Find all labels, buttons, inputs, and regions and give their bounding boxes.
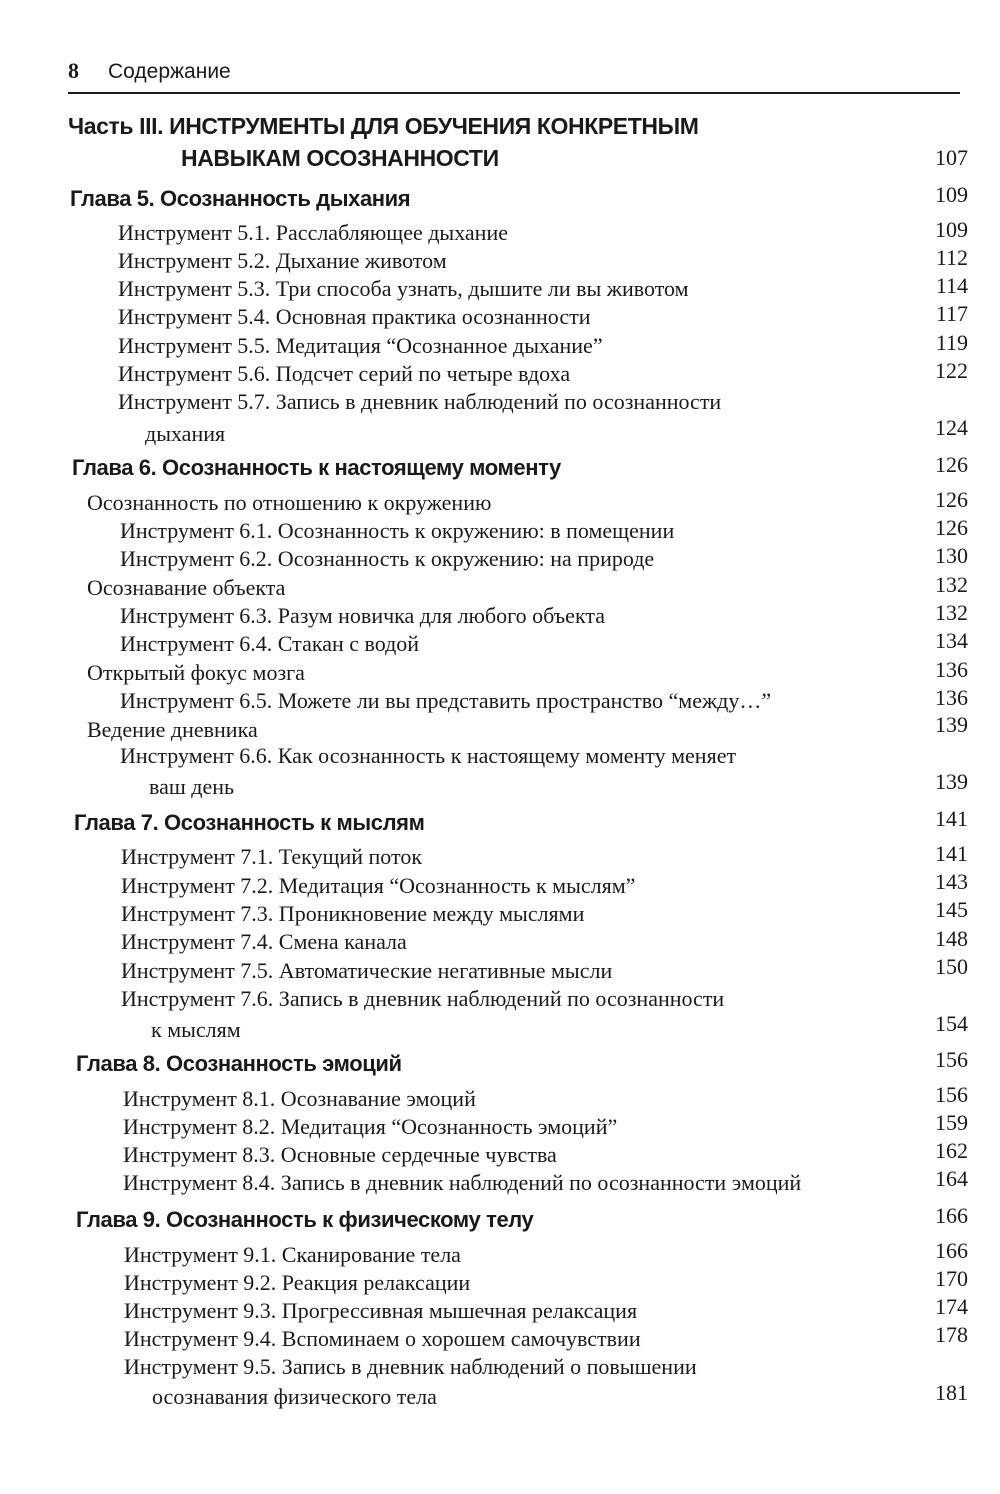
tool-title-line2: ваш день — [149, 774, 235, 799]
tool-page: 148 — [935, 926, 968, 951]
tool-page: 124 — [935, 415, 968, 440]
chapter-page: 156 — [935, 1047, 968, 1072]
tool-title-line1: Инструмент 9.5. Запись в дневник наблюдений о повышении — [124, 1354, 697, 1379]
tool-title: Инструмент 9.3. Прогрессивная мышечная релаксация — [124, 1298, 638, 1323]
tool-title: Инструмент 8.3. Основные сердечные чувства — [123, 1142, 557, 1167]
tool-title: Инструмент 9.4. Вспоминаем о хорошем самочувствии — [124, 1326, 641, 1351]
section-title: Осознанность по отношению к окружению — [87, 490, 492, 515]
tool-page: 122 — [935, 358, 968, 383]
tool-page: 166 — [935, 1238, 968, 1263]
chapter-page: 141 — [935, 806, 968, 831]
chapter-title: Глава 9. Осознанность к физическому телу — [76, 1207, 534, 1232]
tool-page: 145 — [935, 897, 968, 922]
tool-title-line1: Инструмент 6.6. Как осознанность к настоящему моменту меняет — [120, 743, 737, 768]
tool-title: Инструмент 5.1. Расслабляющее дыхание — [118, 220, 508, 245]
chapter-page: 126 — [935, 452, 968, 477]
tool-page: 109 — [935, 217, 968, 242]
tool-page: 134 — [935, 628, 968, 653]
tool-title-line2: дыхания — [145, 421, 226, 446]
section-title: Осознавание объекта — [87, 575, 286, 600]
tool-title: Инструмент 7.4. Смена канала — [121, 929, 407, 954]
tool-page: 181 — [935, 1380, 968, 1405]
tool-page: 117 — [935, 301, 968, 326]
chapter-title: Глава 6. Осознанность к настоящему моменту — [72, 455, 561, 480]
tool-page: 162 — [935, 1138, 968, 1163]
section-page: 136 — [935, 657, 968, 682]
chapter-title: Глава 5. Осознанность дыхания — [70, 186, 411, 211]
section-title: Ведение дневника — [87, 717, 258, 742]
tool-title: Инструмент 5.6. Подсчет серий по четыре вдоха — [118, 361, 571, 386]
tool-page: 164 — [935, 1166, 968, 1191]
tool-page: 114 — [935, 273, 968, 298]
tool-page: 154 — [935, 1011, 968, 1036]
tool-title: Инструмент 8.4. Запись в дневник наблюдений по осознанности эмоций — [123, 1170, 802, 1195]
section-title: Открытый фокус мозга — [87, 660, 305, 685]
tool-page: 141 — [935, 841, 968, 866]
tool-title: Инструмент 5.4. Основная практика осознанности — [118, 304, 591, 329]
chapter-page: 109 — [935, 182, 968, 207]
tool-title: Инструмент 6.1. Осознанность к окружению: в помещении — [120, 518, 675, 543]
chapter-title: Глава 8. Осознанность эмоций — [76, 1051, 402, 1076]
tool-page: 139 — [935, 769, 968, 794]
tool-title: Инструмент 7.3. Проникновение между мыслями — [121, 901, 585, 926]
section-page: 139 — [935, 712, 968, 737]
tool-page: 174 — [935, 1294, 968, 1319]
tool-title: Инструмент 8.2. Медитация “Осознанность эмоций” — [123, 1114, 618, 1139]
tool-title: Инструмент 9.2. Реакция релаксации — [124, 1270, 471, 1295]
part-title-line1: Часть III. ИНСТРУМЕНТЫ ДЛЯ ОБУЧЕНИЯ КОНКРЕТНЫМ — [68, 113, 699, 139]
tool-title: Инструмент 7.1. Текущий поток — [121, 844, 423, 869]
running-head-title: Содержание — [108, 60, 231, 83]
tool-page: 126 — [935, 515, 968, 540]
tool-title-line2: к мыслям — [151, 1017, 241, 1042]
tool-title-line1: Инструмент 7.6. Запись в дневник наблюдений по осознанности — [121, 986, 725, 1011]
tool-title: Инструмент 7.5. Автоматические негативные мысли — [121, 958, 613, 983]
tool-title-line2: осознавания физического тела — [152, 1384, 437, 1409]
tool-title: Инструмент 6.5. Можете ли вы представить пространство “между…” — [120, 688, 772, 713]
tool-page: 156 — [935, 1082, 968, 1107]
tool-title: Инструмент 7.2. Медитация “Осознанность к мыслям” — [121, 873, 636, 898]
tool-page: 170 — [935, 1266, 968, 1291]
tool-title: Инструмент 5.5. Медитация “Осознанное дыхание” — [118, 333, 603, 358]
chapter-page: 166 — [935, 1203, 968, 1228]
tool-title: Инструмент 5.3. Три способа узнать, дышите ли вы животом — [118, 276, 689, 301]
tool-page: 178 — [935, 1322, 968, 1347]
tool-title: Инструмент 6.3. Разум новичка для любого объекта — [120, 603, 605, 628]
tool-page: 132 — [935, 600, 968, 625]
tool-title: Инструмент 5.2. Дыхание животом — [118, 248, 447, 273]
tool-page: 159 — [935, 1110, 968, 1135]
chapter-title: Глава 7. Осознанность к мыслям — [74, 810, 425, 835]
page-number: 8 — [68, 58, 79, 83]
tool-title: Инструмент 6.4. Стакан с водой — [120, 631, 420, 656]
tool-title: Инструмент 8.1. Осознавание эмоций — [123, 1086, 476, 1111]
tool-page: 130 — [935, 543, 968, 568]
tool-page: 150 — [935, 954, 968, 979]
tool-page: 119 — [935, 330, 968, 355]
tool-page: 143 — [935, 869, 968, 894]
tool-page: 136 — [935, 685, 968, 710]
tool-title: Инструмент 6.2. Осознанность к окружению: на природе — [120, 546, 655, 571]
part-page: 107 — [935, 145, 968, 170]
tool-page: 112 — [935, 245, 968, 270]
section-page: 132 — [935, 572, 968, 597]
tool-title-line1: Инструмент 5.7. Запись в дневник наблюдений по осознанности — [118, 389, 722, 414]
part-title-line2: НАВЫКАМ ОСОЗНАННОСТИ — [181, 145, 499, 171]
section-page: 126 — [935, 487, 968, 512]
tool-title: Инструмент 9.1. Сканирование тела — [124, 1242, 461, 1267]
